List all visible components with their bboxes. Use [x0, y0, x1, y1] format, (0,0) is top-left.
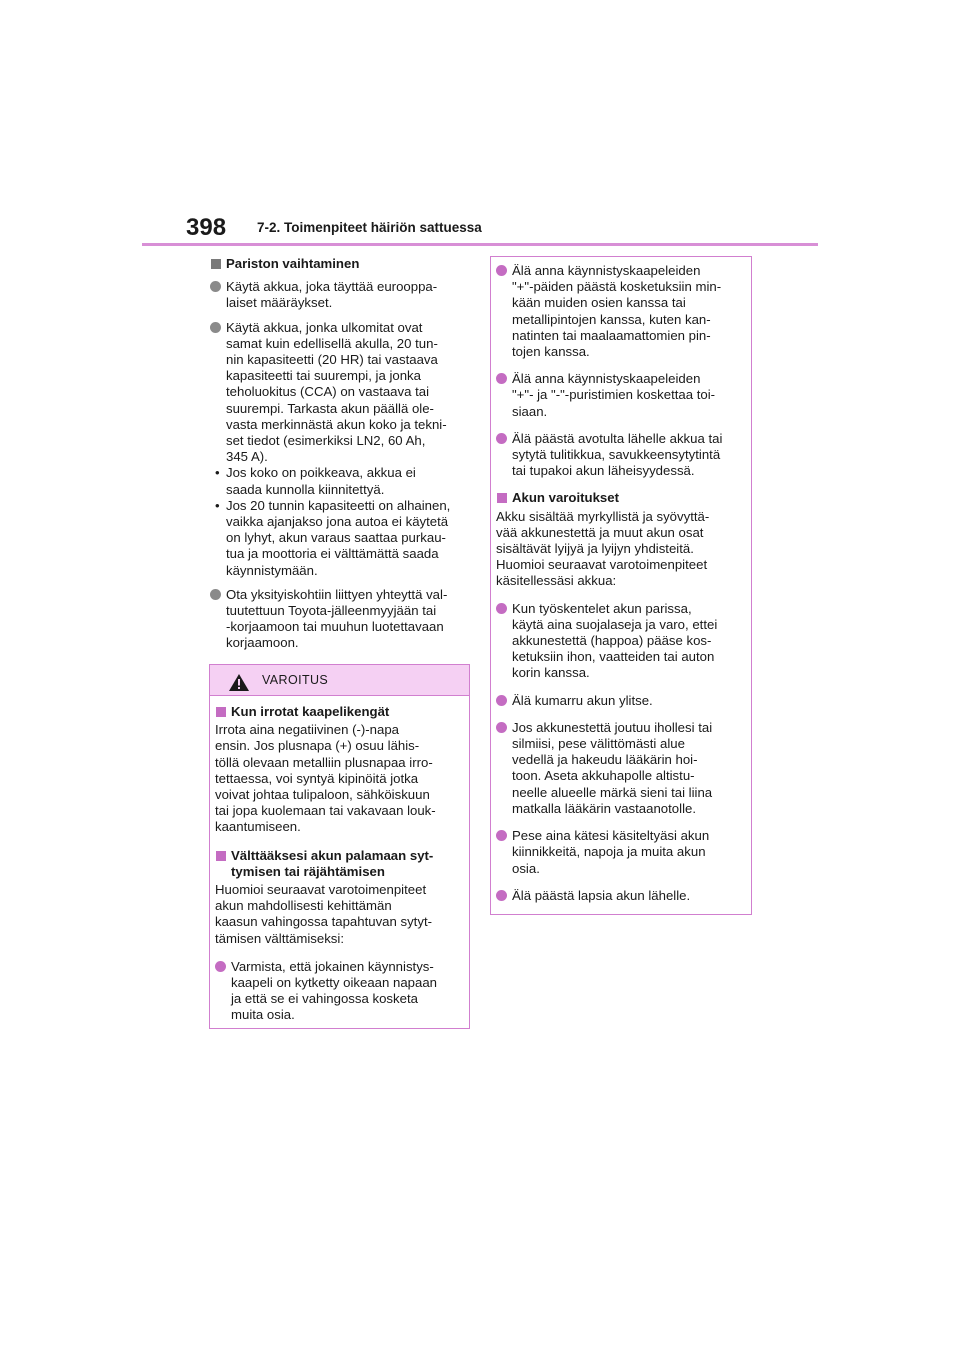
- heading-battery-warnings: Akun varoitukset: [496, 490, 745, 506]
- bullet-text: Käytä akkua, jonka ulkomitat ovat samat kuin edellisellä akulla, 20 tun- nin kapasiteetti (20 HR) tai vastaava kapasiteetti tai suurempi, ja jonka teholuokitus (CCA) on vastaava tai suurempi. Tarkasta akun päällä ole- vasta merkinnästä akun koko ja tekni- set tiedot (esimerkiksi LN2, 60 Ah, 345 A).: [226, 319, 447, 465]
- bullet-battery-specs: [210, 320, 472, 466]
- dash-item-size: • Jos koko on poikkeava, akkua ei saada kunnolla kiinnitettyä.: [215, 465, 416, 497]
- bullet-dot-icon: [496, 695, 507, 706]
- bullet-text: Käytä akkua, joka täyttää eurooppa- laiset määräykset.: [226, 279, 438, 311]
- bullet-text: Kun työskentelet akun parissa, käytä aina suojalaseja ja varo, ettei akkunestettä (happoa) pääse kos- ketuksiin ihon, vaatteiden tai auton korin kanssa.: [512, 600, 718, 681]
- bullet-clamps: [496, 371, 745, 420]
- bullet-safety-glasses: [496, 601, 745, 682]
- heading-disconnect-terminals: Kun irrotat kaapelikengät: [215, 704, 463, 720]
- heading-avoid-fire: Välttääksesi akun palamaan syt- tymisen tai räjähtämisen: [215, 848, 463, 880]
- warning-body: [210, 696, 469, 1024]
- bullet-contact-dealer: [210, 587, 472, 652]
- bullet-text: Jos akkunestettä joutuu ihollesi tai silmiisi, pese välittömästi alue vedellä ja hakeudu lääkärin hoi- toon. Aseta akkuhapolle altistu- neelle alueelle märkä sieni tai liina matkalla lääkärin vastaanotolle.: [512, 719, 713, 816]
- right-warning-box: [490, 256, 752, 915]
- bullet-text: Älä päästä avotulta lähelle akkua tai sytytä tulitikkua, savukkeensytytintä tai tupakoi akun läheisyydessä.: [512, 430, 723, 479]
- bullet-text: Ota yksityiskohtiin liittyen yhteyttä val- tuutettuun Toyota-jälleenmyyjään tai -korjaamoon tai muuhun luotettavaan korjaamoon.: [226, 586, 448, 651]
- warning-triangle-icon: [228, 673, 250, 692]
- bullet-text: Älä anna käynnistyskaapeleiden "+"- ja "-"-puristimien koskettaa toi- siaan.: [512, 371, 716, 419]
- bullet-text: Älä anna käynnistyskaapeleiden "+"-päiden päästä kosketuksiin min- kään muiden osien kanssa tai metallipintojen kanssa, kuten kan- natinten tai maalaamattomien pin- tojen kanssa.: [512, 263, 722, 360]
- warning-label: VAROITUS: [262, 673, 329, 687]
- bullet-dot-icon: [210, 589, 221, 600]
- bullet-dot-icon: [496, 722, 507, 733]
- left-column: [210, 256, 472, 660]
- bullet-dot-icon: [496, 890, 507, 901]
- bullet-dot-icon: [215, 961, 226, 972]
- bullet-text: Pese aina kätesi käsiteltyäsi akun kiinnikkeitä, napoja ja muita akun osia.: [512, 828, 710, 876]
- header-rule: [142, 243, 818, 246]
- warning-box: [209, 664, 470, 1029]
- bullet-acid-contact: [496, 720, 745, 817]
- bullet-wash-hands: [496, 828, 745, 877]
- warning-paragraph-1: Irrota aina negatiivinen (-)-napa ensin. Jos plusnapa (+) osuu lähis- töllä olevaan metalliin plusnapaa irro- tettaessa, voi syntyä kipinöitä jotka voivat johtaa tulipaloon, sähköiskuun tai jopa kuolemaan tai vakavaan louk- kaantumiseen.: [215, 722, 436, 835]
- page-number: 398: [186, 214, 227, 241]
- bullet-dot-icon: [210, 322, 221, 333]
- bullet-dot-icon: [496, 433, 507, 444]
- bullet-open-flame: [496, 431, 745, 480]
- bullet-dot-icon: [496, 373, 507, 384]
- bullet-children: [496, 888, 745, 904]
- bullet-check-cables: [215, 959, 463, 1024]
- bullet-european-regulations: [210, 279, 472, 311]
- dash-mark: •: [215, 497, 220, 513]
- bullet-text: Älä kumarru akun ylitse.: [512, 692, 653, 708]
- dash-mark: •: [215, 465, 220, 481]
- bullet-do-not-lean: [496, 693, 745, 709]
- battery-warning-paragraph: Akku sisältää myrkyllistä ja syövyttä- vää akkunestettä ja muut akun osat sisältävät lyijyä ja lyijyn yhdisteitä. Huomioi seuraavat varotoimenpiteet käsitellessäsi akkua:: [496, 508, 710, 589]
- warning-paragraph-2: Huomioi seuraavat varotoimenpiteet akun mahdollisesti kehittämän kaasun vahingossa tapahtuvan sytyt- tämisen välttämiseksi:: [215, 882, 432, 946]
- bullet-dot-icon: [210, 281, 221, 292]
- bullet-dot-icon: [496, 603, 507, 614]
- dash-item-capacity: • Jos 20 tunnin kapasiteetti on alhainen, vaikka ajanjakso jona autoa ei käytetä on lyhyt, akun varaus saattaa purkau- tua ja moottoria ei välttämättä saada käynnistymään.: [215, 497, 451, 578]
- heading-battery-replacement: Pariston vaihtaminen: [210, 256, 472, 272]
- bullet-text: Varmista, että jokainen käynnistys- kaapeli on kytketty oikeaan napaan ja että se ei vahingossa kosketa muita osia.: [231, 958, 438, 1023]
- right-body: [491, 257, 751, 904]
- bullet-text: Älä päästä lapsia akun lähelle.: [512, 887, 691, 903]
- section-title: 7-2. Toimenpiteet häiriön sattuessa: [257, 220, 482, 235]
- bullet-dot-icon: [496, 830, 507, 841]
- bullet-cable-ends: [496, 263, 745, 360]
- bullet-dot-icon: [496, 265, 507, 276]
- warning-header: [210, 665, 469, 696]
